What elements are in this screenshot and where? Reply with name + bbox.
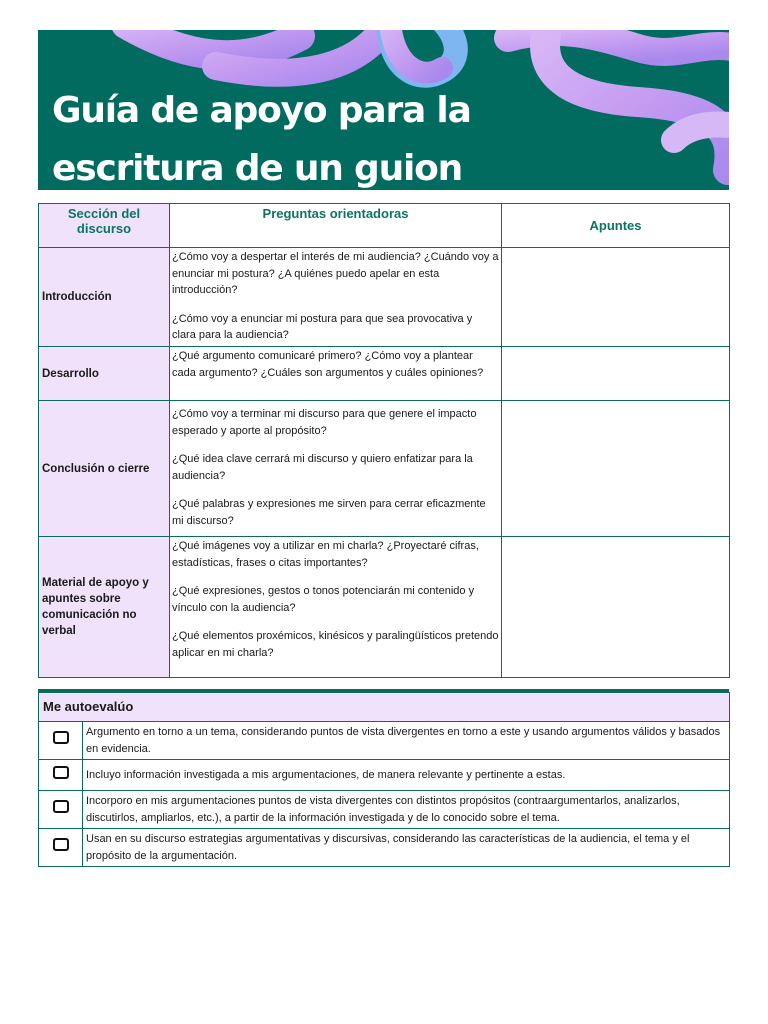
checkbox[interactable]: [53, 800, 69, 813]
table-row: [39, 347, 730, 401]
checklist-item: [39, 791, 730, 829]
question-text: ¿Cómo voy a despertar el interés de mi audiencia? ¿Cuándo voy a enunciar mi postura? ¿A quiénes puedo apelar en esta introducción?: [172, 251, 499, 296]
notes-field[interactable]: [502, 347, 730, 401]
questions-cell: [170, 401, 502, 537]
table-row: [39, 537, 730, 678]
checklist-item-text: Incorporo en mis argumentaciones puntos de vista divergentes con distintos propósitos (contraargumentarlos, analizarlos, discutirlos, ampliarlos, etc.), a partir de la información investigada y de lo conocido sobre el tema.: [83, 791, 730, 829]
section-label: Material de apoyo y apuntes sobre comunicación no verbal: [39, 537, 170, 678]
checklist-item-text: Argumento en torno a un tema, considerando puntos de vista divergentes en torno a este y usando argumentos válidos y basados en evidencia.: [83, 722, 730, 760]
checkbox[interactable]: [53, 731, 69, 744]
header-section: Sección del discurso: [39, 204, 170, 248]
question-text: ¿Qué idea clave cerrará mi discurso y quiero enfatizar para la audiencia?: [172, 453, 473, 482]
table-row: [39, 248, 730, 347]
question-text: ¿Cómo voy a terminar mi discurso para que genere el impacto esperado y aporte al propósito?: [172, 408, 477, 437]
header-notes: Apuntes: [502, 204, 730, 248]
table-row: [39, 401, 730, 537]
checkbox-cell: [39, 791, 83, 829]
notes-field[interactable]: [502, 537, 730, 678]
title-line-1: Guía de apoyo para la: [52, 90, 471, 131]
checkbox-cell: [39, 760, 83, 791]
question-text: ¿Qué elementos proxémicos, kinésicos y paralingüísticos pretendo aplicar en mi charla?: [172, 630, 499, 659]
questions-cell: [170, 248, 502, 347]
questions-cell: [170, 537, 502, 678]
header-banner: [38, 30, 729, 190]
page-title: [52, 82, 471, 190]
guide-table: [38, 203, 730, 678]
notes-field[interactable]: [502, 401, 730, 537]
checklist-item: [39, 722, 730, 760]
question-text: ¿Cómo voy a enunciar mi postura para que sea provocativa y clara para la audiencia?: [172, 312, 473, 341]
question-text: ¿Qué expresiones, gestos o tonos potenciarán mi contenido y vínculo con la audiencia?: [172, 585, 475, 614]
question-text: ¿Qué palabras y expresiones me sirven para cerrar eficazmente mi discurso?: [172, 498, 486, 527]
section-label: Conclusión o cierre: [39, 401, 170, 537]
question-text: ¿Qué argumento comunicaré primero? ¿Cómo voy a plantear cada argumento? ¿Cuáles son argumentos y cuáles opiniones?: [172, 350, 484, 379]
self-evaluation-section: [38, 689, 729, 867]
checklist-item: [39, 829, 730, 867]
checklist-item: [39, 760, 730, 791]
checklist-item-text: Incluyo información investigada a mis argumentaciones, de manera relevante y pertinente a estas.: [83, 760, 730, 791]
checklist-item-text: Usan en su discurso estrategias argumentativas y discursivas, considerando las características de la audiencia, el tema y el propósito de la argumentación.: [83, 829, 730, 867]
guide-table-header-row: [39, 204, 730, 248]
checkbox[interactable]: [53, 838, 69, 851]
notes-field[interactable]: [502, 248, 730, 347]
checkbox-cell: [39, 722, 83, 760]
section-label: Desarrollo: [39, 347, 170, 401]
section-label: Introducción: [39, 248, 170, 347]
checkbox[interactable]: [53, 766, 69, 779]
self-evaluation-header-row: [39, 693, 730, 722]
self-evaluation-title: Me autoevalúo: [39, 693, 730, 722]
question-text: ¿Qué imágenes voy a utilizar en mi charla? ¿Proyectaré cifras, estadísticas, frases o citas importantes?: [172, 540, 479, 569]
questions-cell: [170, 347, 502, 401]
self-evaluation-table: [38, 692, 730, 867]
checkbox-cell: [39, 829, 83, 867]
title-line-2: escritura de un guion: [52, 148, 463, 189]
header-questions: Preguntas orientadoras: [170, 204, 502, 248]
